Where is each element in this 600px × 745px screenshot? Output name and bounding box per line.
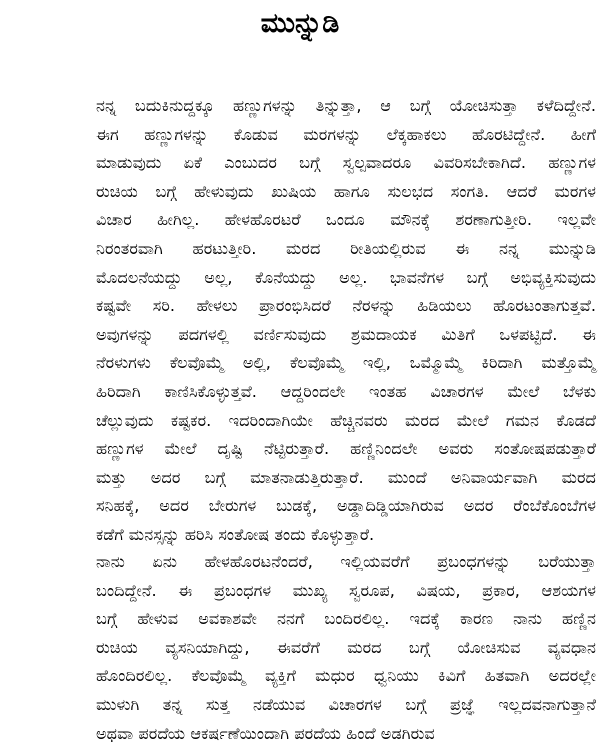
paragraph-1 (96, 92, 596, 550)
text-line: ಕಷ್ಟವೇ ಸರಿ. ಹೇಳಲು ಪ್ರಾರಂಭಿಸಿದರೆ ನೆರಳನ್ನು ಹಿಡಿಯಲು ಹೊರಟಂತಾಗುತ್ತವೆ. (96, 296, 596, 316)
text-line: ಬಗ್ಗೆ ಹೇಳುವ ಅವಕಾಶವೇ ನನಗೆ ಬಂದಿರಲಿಲ್ಲ. ಇದಕ್ಕೆ ಕಾರಣ ನಾನು ಹಣ್ಣಿನ (96, 609, 596, 629)
text-line: ಹಣ್ಣುಗಳ ಮೇಲೆ ದೃಷ್ಟಿ ನೆಟ್ಟಿರುತ್ತಾರೆ. ಹಣ್ಣಿನಿಂದಲೇ ಅವರು ಸಂತೋಷಪಡುತ್ತಾರೆ (96, 439, 596, 459)
text-line: ನಾನು ಏನು ಹೇಳಹೊರಟನೆಂದರೆ, ಇಲ್ಲಿಯವರೆಗೆ ಪ್ರಬಂಧಗಳನ್ನು ಬರೆಯುತ್ತಾ (96, 552, 596, 571)
text-line: ಮುಳುಗಿ ತನ್ನ ಸುತ್ತ ನಡೆಯುವ ವಿಚಾರಗಳ ಬಗ್ಗೆ ಪ್ರಜ್ಞೆ ಇಲ್ಲದವನಾಗುತ್ತಾನೆ (96, 694, 596, 714)
text-line: ಈಗ ಹಣ್ಣುಗಳನ್ನು ಕೊಡುವ ಮರಗಳನ್ನು ಲೆಕ್ಕಹಾಕಲು ಹೊರಟಿದ್ದೇನೆ. ಹೀಗೆ (96, 124, 596, 144)
text-line: ಹೊಂದಿರಲಿಲ್ಲ. ಕೆಲವೊಮ್ಮೆ ವ್ಯಕ್ತಿಗೆ ಮಧುರ ಧ್ವನಿಯು ಕಿವಿಗೆ ಹಿತವಾಗಿ ಅದರಲ್ಲೇ (96, 666, 596, 686)
text-line: ರುಚಿಯ ವ್ಯಸನಿಯಾಗಿದ್ದು, ಈವರೆಗೆ ಮರದ ಬಗ್ಗೆ ಯೋಚಿಸುವ ವ್ಯವಧಾನ (96, 637, 596, 657)
text-line: ರುಚಿಯ ಬಗ್ಗೆ ಹೇಳುವುದು ಖುಷಿಯ ಹಾಗೂ ಸುಲಭದ ಸಂಗತಿ. ಆದರೆ ಮರಗಳ (96, 181, 596, 201)
text-line: ಮೊದಲನೆಯದ್ದು ಅಲ್ಲ, ಕೊನೆಯದ್ದು ಅಲ್ಲ. ಭಾವನೆಗಳ ಬಗ್ಗೆ ಅಭಿವ್ಯಕ್ತಿಸುವುದು (96, 267, 596, 287)
text-line: ಮತ್ತು ಅದರ ಬಗ್ಗೆ ಮಾತನಾಡುತ್ತಿರುತ್ತಾರೆ. ಮುಂದೆ ಅನಿವಾರ್ಯವಾಗಿ ಮರದ (96, 467, 596, 487)
text-line: ನನ್ನ ಬದುಕಿನುದ್ದಕ್ಕೂ ಹಣ್ಣುಗಳನ್ನು ತಿನ್ನುತ್ತಾ, ಆ ಬಗ್ಗೆ ಯೋಚಿಸುತ್ತಾ ಕಳೆದಿದ್ದೇನೆ. (96, 96, 596, 115)
text-line: ಮಾಡುವುದು ಏಕೆ ಎಂಬುದರ ಬಗ್ಗೆ ಸ್ವಲ್ಪವಾದರೂ ವಿವರಿಸಬೇಕಾಗಿದೆ. ಹಣ್ಣುಗಳ (96, 153, 596, 173)
paragraph-2 (96, 548, 596, 745)
text-line: ನೆರಳುಗಳು ಕೆಲವೊಮ್ಮೆ ಅಲ್ಲಿ, ಕೆಲವೊಮ್ಮೆ ಇಲ್ಲಿ, ಒಮ್ಮೊಮ್ಮೆ ಕಿರಿದಾಗಿ ಮತ್ತೊಮ್ಮೆ (96, 353, 596, 373)
text-line: ಬಂದಿದ್ದೇನೆ. ಈ ಪ್ರಬಂಧಗಳ ಮುಖ್ಯ ಸ್ವರೂಪ, ವಿಷಯ, ಪ್ರಕಾರ, ಆಶಯಗಳ (96, 580, 596, 600)
text-line: ಅಥವಾ ಪರದೆಯ ಆಕರ್ಷಣೆಯಿಂದಾಗಿ ಪರದೆಯ ಹಿಂದೆ ಅಡಗಿರುವ (96, 723, 435, 743)
text-line: ವಿಚಾರ ಹೀಗಿಲ್ಲ. ಹೇಳಹೊರಟರೆ ಒಂದೂ ಮೌನಕ್ಕೆ ಶರಣಾಗುತ್ತೀರಿ. ಇಲ್ಲವೇ (96, 210, 596, 230)
text-line: ಹಿರಿದಾಗಿ ಕಾಣಿಸಿಕೊಳ್ಳುತ್ತವೆ. ಆದ್ದರಿಂದಲೇ ಇಂತಹ ವಿಚಾರಗಳ ಮೇಲೆ ಬೆಳಕು (96, 381, 596, 401)
text-line: ಅವುಗಳನ್ನು ಪದಗಳಲ್ಲಿ ವರ್ಣಿಸುವುದು ಶ್ರಮದಾಯಕ ಮಿತಿಗೆ ಒಳಪಟ್ಟಿದೆ. ಈ (96, 324, 596, 344)
page-title: ಮುನ್ನುಡಿ (260, 8, 340, 39)
text-line: ನಿರಂತರವಾಗಿ ಹರಟುತ್ತೀರಿ. ಮರದ ರೀತಿಯಲ್ಲಿರುವ ಈ ನನ್ನ ಮುನ್ನುಡಿ (96, 238, 596, 258)
text-line: ಚೆಲ್ಲುವುದು ಕಷ್ಟಕರ. ಇದರಿಂದಾಗಿಯೇ ಹೆಚ್ಚಿನವರು ಮರದ ಮೇಲೆ ಗಮನ ಕೊಡದೆ (96, 410, 596, 430)
text-line: ಕಡೆಗೆ ಮನಸ್ಸನ್ನು ಹರಿಸಿ ಸಂತೋಷ ತಂದು ಕೊಳ್ಳುತ್ತಾರೆ. (96, 524, 375, 544)
text-line: ಸನಿಹಕ್ಕೆ, ಅದರ ಬೇರುಗಳ ಬುಡಕ್ಕೆ, ಅಡ್ಡಾದಿಡ್ಡಿಯಾಗಿರುವ ಅದರ ರೆಂಬೆಕೊಂಬೆಗಳ (96, 496, 596, 516)
